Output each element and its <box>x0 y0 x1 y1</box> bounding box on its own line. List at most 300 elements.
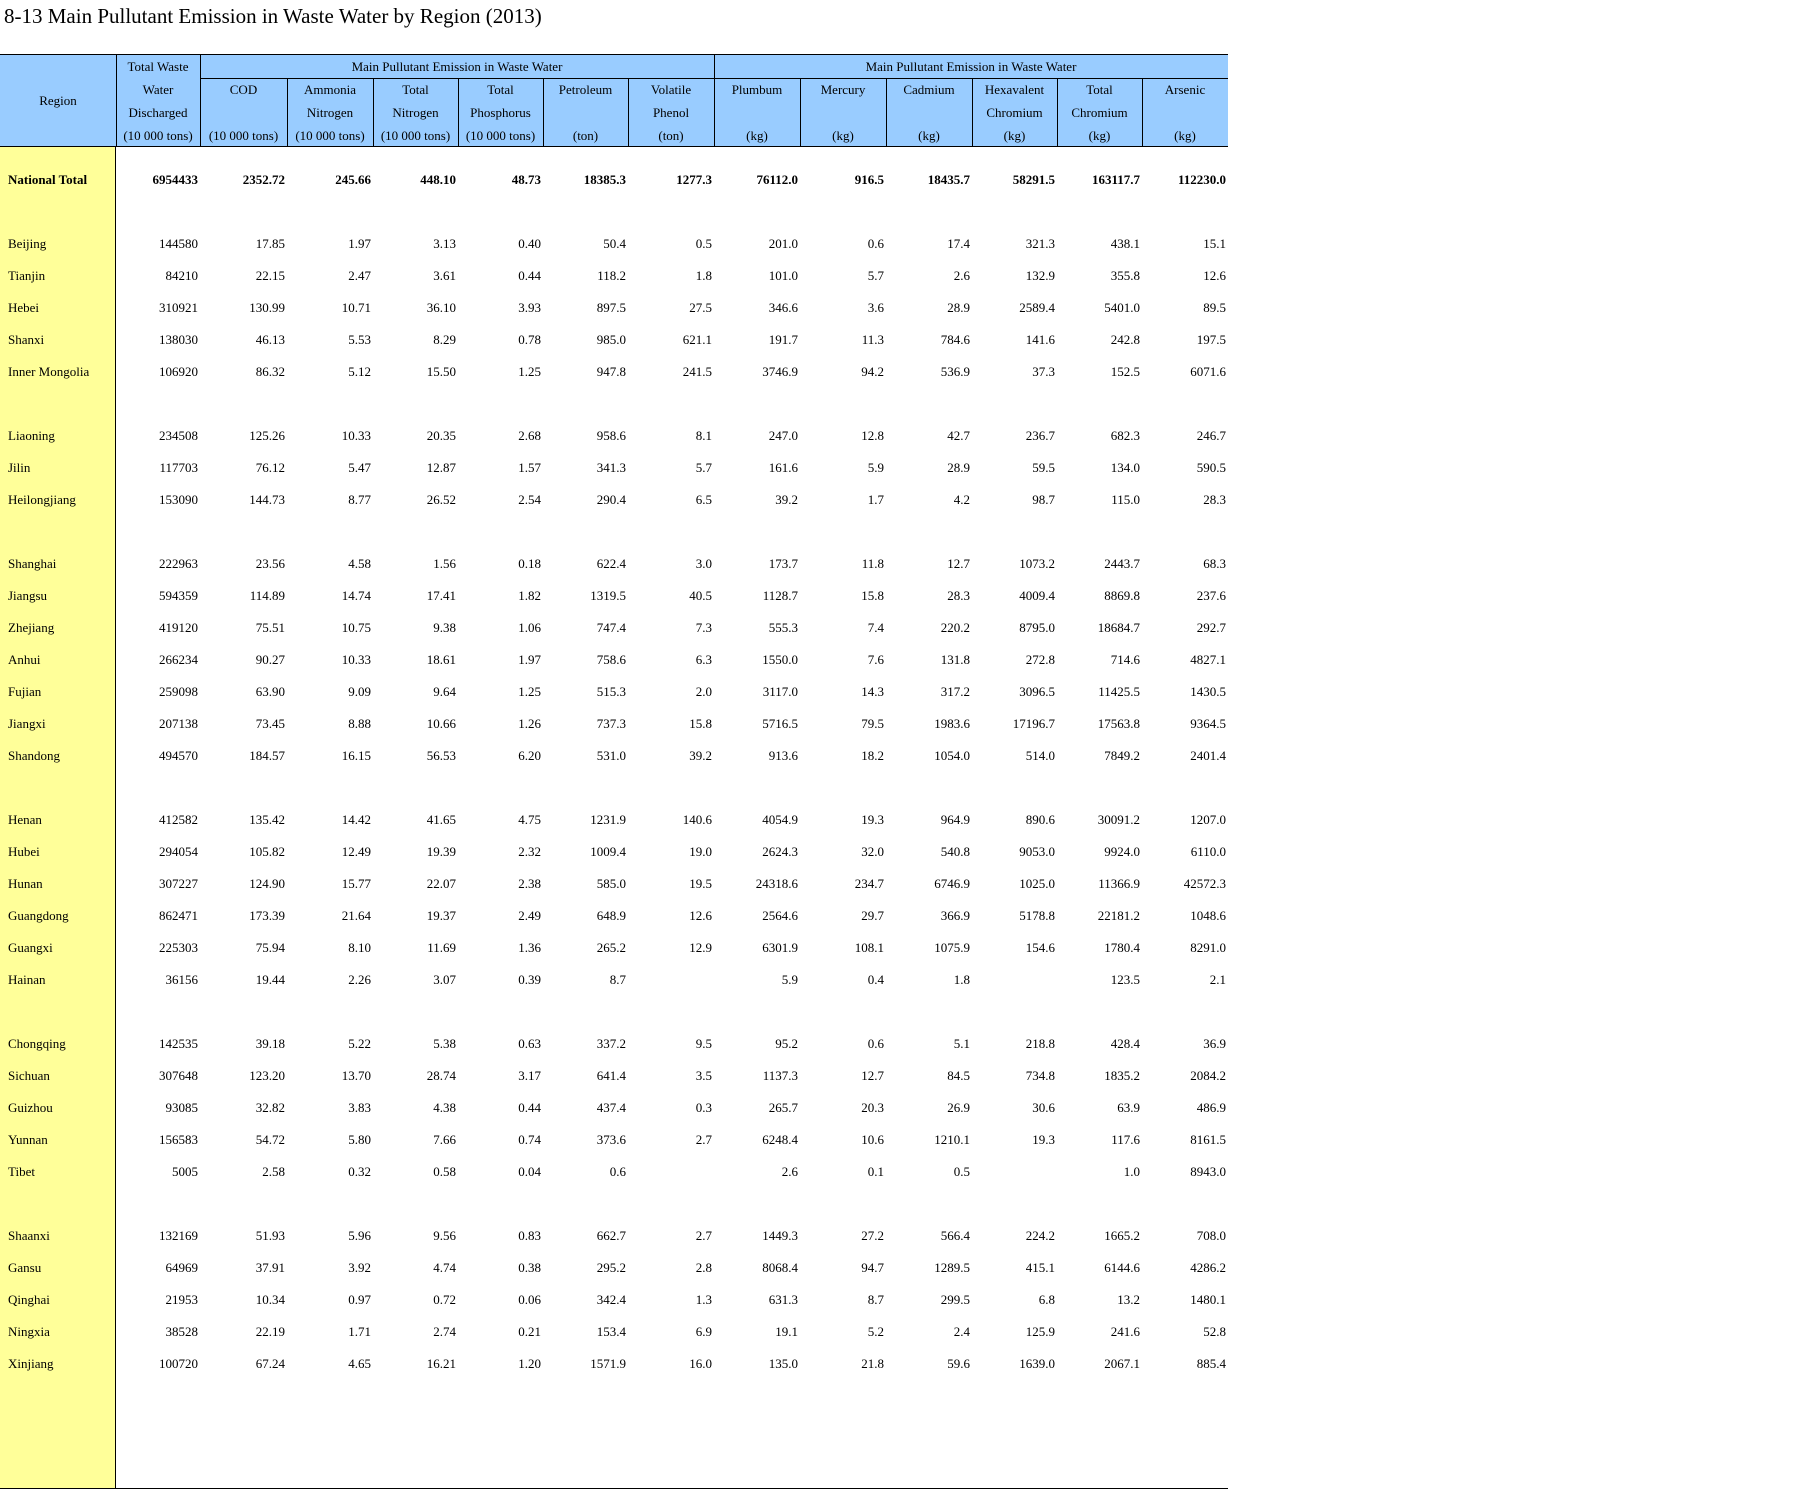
cell-value: 913.6 <box>768 748 798 763</box>
cell-value: 1009.4 <box>590 844 626 859</box>
cell-value: 8.1 <box>695 428 712 443</box>
cell-value: 101.0 <box>768 268 798 283</box>
cell-value: 36.10 <box>426 300 456 315</box>
header-divider <box>373 78 374 147</box>
cell-value: 9.09 <box>348 684 371 699</box>
cell-value: 259098 <box>159 684 198 699</box>
header-divider <box>200 78 201 147</box>
cell-value: 100720 <box>159 1356 198 1371</box>
cell-value: 3.17 <box>518 1068 541 1083</box>
cell-value: 28.74 <box>426 1068 456 1083</box>
cell-value: 6.8 <box>1038 1292 1055 1307</box>
table-row <box>0 1124 1228 1156</box>
cell-value: 125.26 <box>249 428 285 443</box>
cell-value: 59.5 <box>1032 460 1055 475</box>
cell-value: 59.6 <box>947 1356 970 1371</box>
cell-value: 0.44 <box>518 268 541 283</box>
cell-value: 1231.9 <box>590 812 626 827</box>
cell-value: 555.3 <box>768 620 798 635</box>
header-divider <box>287 78 288 147</box>
cell-value: 6.20 <box>518 748 541 763</box>
cell-value: 134.0 <box>1110 460 1140 475</box>
header-divider <box>800 78 801 147</box>
region-name: Heilongjiang <box>8 492 76 507</box>
cell-value: 0.04 <box>518 1164 541 1179</box>
column-header-line <box>800 55 886 78</box>
cell-value: 241.5 <box>682 364 712 379</box>
cell-value: 218.8 <box>1025 1036 1055 1051</box>
cell-value: 38528 <box>165 1324 198 1339</box>
column-header-line <box>714 101 800 124</box>
cell-value: 237.6 <box>1196 588 1226 603</box>
cell-value: 531.0 <box>596 748 626 763</box>
cell-value: 585.0 <box>596 876 626 891</box>
cell-value: 207138 <box>159 716 198 731</box>
cell-value: 19.5 <box>689 876 712 891</box>
cell-value: 12.9 <box>689 940 712 955</box>
cell-value: 17.4 <box>947 236 970 251</box>
cell-value: 19.3 <box>1032 1132 1055 1147</box>
cell-value: 156583 <box>159 1132 198 1147</box>
cell-value: 154.6 <box>1025 940 1055 955</box>
cell-value: 28.3 <box>947 588 970 603</box>
column-header-line: Phosphorus <box>470 105 531 120</box>
cell-value: 536.9 <box>940 364 970 379</box>
cell-value: 0.40 <box>518 236 541 251</box>
cell-value: 1277.3 <box>676 172 712 187</box>
region-name: Shandong <box>8 748 60 763</box>
cell-value: 897.5 <box>596 300 626 315</box>
region-name: Jiangsu <box>8 588 47 603</box>
column-header-line: Cadmium <box>903 82 955 97</box>
column-header-line <box>200 55 287 78</box>
table-row <box>0 548 1228 580</box>
cell-value: 7.66 <box>433 1132 456 1147</box>
cell-value: 0.6 <box>609 1164 626 1179</box>
cell-value: 1207.0 <box>1190 812 1226 827</box>
cell-value: 1.3 <box>695 1292 712 1307</box>
cell-value: 5.9 <box>867 460 884 475</box>
cell-value: 1073.2 <box>1019 556 1055 571</box>
cell-value: 76.12 <box>255 460 285 475</box>
cell-value: 307227 <box>159 876 198 891</box>
cell-value: 12.6 <box>1203 268 1226 283</box>
table-row <box>0 260 1228 292</box>
cell-value: 40.5 <box>689 588 712 603</box>
cell-value: 1639.0 <box>1019 1356 1055 1371</box>
cell-value: 132.9 <box>1025 268 1055 283</box>
cell-value: 4.58 <box>348 556 371 571</box>
cell-value: 12.7 <box>947 556 970 571</box>
cell-value: 3117.0 <box>762 684 798 699</box>
cell-value: 0.74 <box>518 1132 541 1147</box>
cell-value: 9.64 <box>433 684 456 699</box>
header-divider <box>972 78 973 147</box>
column-unit: (kg) <box>918 128 940 143</box>
cell-value: 486.9 <box>1196 1100 1226 1115</box>
cell-value: 734.8 <box>1025 1068 1055 1083</box>
cell-value: 8.77 <box>348 492 371 507</box>
cell-value: 36.9 <box>1203 1036 1226 1051</box>
cell-value: 37.91 <box>255 1260 285 1275</box>
header-divider <box>458 78 459 147</box>
cell-value: 8.7 <box>867 1292 884 1307</box>
cell-value: 236.7 <box>1025 428 1055 443</box>
cell-value: 3.61 <box>433 268 456 283</box>
cell-value: 412582 <box>159 812 198 827</box>
region-name: Inner Mongolia <box>8 364 90 379</box>
cell-value: 1.8 <box>953 972 970 987</box>
cell-value: 1.97 <box>518 652 541 667</box>
cell-value: 1210.1 <box>934 1132 970 1147</box>
cell-value: 0.72 <box>433 1292 456 1307</box>
header-divider <box>543 78 544 147</box>
cell-value: 1835.2 <box>1104 1068 1140 1083</box>
column-header-line <box>543 101 628 124</box>
cell-value: 173.39 <box>249 908 285 923</box>
cell-value: 2.26 <box>348 972 371 987</box>
column-header-line: Total Waste <box>127 59 189 74</box>
cell-value: 90.27 <box>255 652 285 667</box>
cell-value: 307648 <box>159 1068 198 1083</box>
cell-value: 1449.3 <box>762 1228 798 1243</box>
cell-value: 437.4 <box>596 1100 626 1115</box>
cell-value: 9924.0 <box>1104 844 1140 859</box>
cell-value: 1.7 <box>867 492 884 507</box>
column-header-line: COD <box>229 82 258 97</box>
cell-value: 8795.0 <box>1019 620 1055 635</box>
cell-value: 1430.5 <box>1190 684 1226 699</box>
column-header-line: Total <box>487 82 514 97</box>
cell-value: 2352.72 <box>242 172 285 187</box>
cell-value: 1.57 <box>518 460 541 475</box>
cell-value: 428.4 <box>1110 1036 1140 1051</box>
cell-value: 220.2 <box>940 620 970 635</box>
cell-value: 19.37 <box>426 908 456 923</box>
cell-value: 197.5 <box>1196 332 1226 347</box>
table-row <box>0 1252 1228 1284</box>
cell-value: 106920 <box>159 364 198 379</box>
cell-value: 2564.6 <box>762 908 798 923</box>
cell-value: 0.83 <box>518 1228 541 1243</box>
column-header-line <box>1142 55 1228 78</box>
cell-value: 1.8 <box>695 268 712 283</box>
cell-value: 84210 <box>165 268 198 283</box>
cell-value: 9053.0 <box>1019 844 1055 859</box>
column-unit: (10 000 tons) <box>208 128 279 143</box>
cell-value: 784.6 <box>940 332 970 347</box>
cell-value: 86.32 <box>255 364 285 379</box>
cell-value: 1054.0 <box>934 748 970 763</box>
cell-value: 3.0 <box>695 556 712 571</box>
cell-value: 2.49 <box>518 908 541 923</box>
table-row <box>0 964 1228 996</box>
cell-value: 76112.0 <box>756 172 798 187</box>
region-name: Hainan <box>8 972 46 987</box>
column-header-line: Ammonia <box>304 82 356 97</box>
region-name: Hubei <box>8 844 40 859</box>
cell-value: 2.74 <box>433 1324 456 1339</box>
cell-value: 737.3 <box>596 716 626 731</box>
cell-value: 15.50 <box>426 364 456 379</box>
cell-value: 0.1 <box>867 1164 884 1179</box>
cell-value: 540.8 <box>940 844 970 859</box>
cell-value: 494570 <box>159 748 198 763</box>
cell-value: 292.7 <box>1196 620 1226 635</box>
cell-value: 32.82 <box>255 1100 285 1115</box>
cell-value: 37.3 <box>1032 364 1055 379</box>
region-name: Anhui <box>8 652 41 667</box>
cell-value: 20.3 <box>861 1100 884 1115</box>
cell-value: 17.41 <box>426 588 456 603</box>
column-header-line: Petroleum <box>558 82 613 97</box>
cell-value: 142535 <box>159 1036 198 1051</box>
cell-value: 84.5 <box>947 1068 970 1083</box>
table-row <box>0 1348 1228 1380</box>
cell-value: 15.8 <box>861 588 884 603</box>
cell-value: 514.0 <box>1025 748 1055 763</box>
cell-value: 0.4 <box>867 972 884 987</box>
cell-value: 124.90 <box>249 876 285 891</box>
cell-value: 26.52 <box>426 492 456 507</box>
cell-value: 708.0 <box>1196 1228 1226 1243</box>
cell-value: 16.15 <box>341 748 371 763</box>
cell-value: 153090 <box>159 492 198 507</box>
cell-value: 42.7 <box>947 428 970 443</box>
cell-value: 6.9 <box>695 1324 712 1339</box>
cell-value: 27.5 <box>689 300 712 315</box>
cell-value: 1.25 <box>518 364 541 379</box>
header-divider <box>1142 78 1143 147</box>
cell-value: 682.3 <box>1110 428 1140 443</box>
column-header-line <box>972 55 1057 78</box>
cell-value: 7.3 <box>695 620 712 635</box>
group-header-2: Main Pullutant Emission in Waste Water <box>865 59 1077 74</box>
cell-value: 16.0 <box>689 1356 712 1371</box>
cell-value: 63.9 <box>1117 1100 1140 1115</box>
cell-value: 621.1 <box>682 332 712 347</box>
cell-value: 1780.4 <box>1104 940 1140 955</box>
cell-value: 46.13 <box>255 332 285 347</box>
cell-value: 1025.0 <box>1019 876 1055 891</box>
cell-value: 11.3 <box>861 332 884 347</box>
cell-value: 22.15 <box>255 268 285 283</box>
table-row <box>0 932 1228 964</box>
table-row <box>0 1220 1228 1252</box>
cell-value: 2.6 <box>953 268 970 283</box>
region-name: Jilin <box>8 460 31 475</box>
table-row <box>0 612 1228 644</box>
cell-value: 63.90 <box>255 684 285 699</box>
cell-value: 13.70 <box>341 1068 371 1083</box>
cell-value: 1983.6 <box>934 716 970 731</box>
cell-value: 12.7 <box>861 1068 884 1083</box>
cell-value: 14.3 <box>861 684 884 699</box>
cell-value: 41.65 <box>426 812 456 827</box>
table-row <box>0 644 1228 676</box>
column-unit: (kg) <box>1088 128 1111 143</box>
cell-value: 415.1 <box>1025 1260 1055 1275</box>
cell-value: 0.6 <box>867 1036 884 1051</box>
cell-value: 161.6 <box>768 460 798 475</box>
cell-value: 6.5 <box>695 492 712 507</box>
cell-value: 4054.9 <box>762 812 798 827</box>
cell-value: 10.33 <box>341 428 371 443</box>
cell-value: 964.9 <box>940 812 970 827</box>
column-header-line: Volatile <box>650 82 692 97</box>
cell-value: 8943.0 <box>1190 1164 1226 1179</box>
table-row <box>0 1028 1228 1060</box>
cell-value: 23.56 <box>255 556 285 571</box>
cell-value: 98.7 <box>1032 492 1055 507</box>
cell-value: 6746.9 <box>934 876 970 891</box>
cell-value: 3.13 <box>433 236 456 251</box>
cell-value: 39.2 <box>689 748 712 763</box>
cell-value: 448.10 <box>420 172 456 187</box>
cell-value: 0.32 <box>348 1164 371 1179</box>
cell-value: 1550.0 <box>762 652 798 667</box>
column-header-line <box>886 101 972 124</box>
cell-value: 5.2 <box>867 1324 884 1339</box>
cell-value: 112230.0 <box>1177 172 1226 187</box>
cell-value: 3.5 <box>695 1068 712 1083</box>
cell-value: 28.3 <box>1203 492 1226 507</box>
cell-value: 52.8 <box>1203 1324 1226 1339</box>
cell-value: 0.97 <box>348 1292 371 1307</box>
column-header-line: Total <box>1086 82 1113 97</box>
cell-value: 916.5 <box>854 172 884 187</box>
table-row <box>0 1316 1228 1348</box>
cell-value: 295.2 <box>596 1260 626 1275</box>
cell-value: 885.4 <box>1196 1356 1226 1371</box>
cell-value: 265.2 <box>596 940 626 955</box>
table-row <box>0 836 1228 868</box>
column-header-line <box>714 55 800 78</box>
cell-value: 0.38 <box>518 1260 541 1275</box>
cell-value: 184.57 <box>249 748 285 763</box>
cell-value: 191.7 <box>768 332 798 347</box>
table-header <box>0 54 1228 147</box>
table-row <box>0 1156 1228 1188</box>
cell-value: 19.0 <box>689 844 712 859</box>
cell-value: 2.6 <box>781 1164 798 1179</box>
cell-value: 163117.7 <box>1091 172 1140 187</box>
cell-value: 1137.3 <box>762 1068 798 1083</box>
cell-value: 3.83 <box>348 1100 371 1115</box>
region-name: Gansu <box>8 1260 42 1275</box>
cell-value: 11425.5 <box>1098 684 1140 699</box>
cell-value: 140.6 <box>682 812 712 827</box>
cell-value: 21.64 <box>341 908 371 923</box>
region-name: Tianjin <box>8 268 46 283</box>
cell-value: 2.58 <box>262 1164 285 1179</box>
cell-value: 1128.7 <box>762 588 798 603</box>
column-header-line: Nitrogen <box>306 105 354 120</box>
cell-value: 622.4 <box>596 556 626 571</box>
cell-value: 3746.9 <box>762 364 798 379</box>
column-unit: (10 000 tons) <box>465 128 536 143</box>
cell-value: 294054 <box>159 844 198 859</box>
cell-value: 2.7 <box>695 1228 712 1243</box>
cell-value: 10.33 <box>341 652 371 667</box>
cell-value: 153.4 <box>596 1324 626 1339</box>
cell-value: 10.34 <box>255 1292 285 1307</box>
cell-value: 947.8 <box>596 364 626 379</box>
cell-value: 42572.3 <box>1183 876 1226 891</box>
region-name: Tibet <box>8 1164 35 1179</box>
column-header-line <box>1057 55 1142 78</box>
cell-value: 15.1 <box>1203 236 1226 251</box>
cell-value: 11.8 <box>861 556 884 571</box>
cell-value: 1319.5 <box>590 588 626 603</box>
region-name: Fujian <box>8 684 42 699</box>
cell-value: 4.65 <box>348 1356 371 1371</box>
cell-value: 224.2 <box>1025 1228 1055 1243</box>
cell-value: 12.87 <box>426 460 456 475</box>
cell-value: 39.2 <box>775 492 798 507</box>
table-row <box>0 740 1228 772</box>
cell-value: 8.88 <box>348 716 371 731</box>
cell-value: 0.3 <box>695 1100 712 1115</box>
cell-value: 5.7 <box>867 268 884 283</box>
cell-value: 341.3 <box>596 460 626 475</box>
region-name: Chongqing <box>8 1036 66 1051</box>
cell-value: 310921 <box>159 300 198 315</box>
cell-value: 290.4 <box>596 492 626 507</box>
cell-value: 17563.8 <box>1097 716 1140 731</box>
cell-value: 8161.5 <box>1190 1132 1226 1147</box>
column-header-line: Hexavalent <box>984 82 1045 97</box>
cell-value: 342.4 <box>596 1292 626 1307</box>
cell-value: 6110.0 <box>1190 844 1226 859</box>
cell-value: 115.0 <box>1111 492 1140 507</box>
table-row <box>0 580 1228 612</box>
cell-value: 18385.3 <box>583 172 626 187</box>
table-row <box>0 868 1228 900</box>
cell-value: 566.4 <box>940 1228 970 1243</box>
cell-value: 714.6 <box>1110 652 1140 667</box>
cell-value: 19.3 <box>861 812 884 827</box>
cell-value: 662.7 <box>596 1228 626 1243</box>
column-header-line <box>287 55 373 78</box>
cell-value: 2.32 <box>518 844 541 859</box>
cell-value: 54.72 <box>255 1132 285 1147</box>
cell-value: 5.1 <box>953 1036 970 1051</box>
region-name: Yunnan <box>8 1132 48 1147</box>
cell-value: 4.75 <box>518 812 541 827</box>
cell-value: 89.5 <box>1203 300 1226 315</box>
cell-value: 56.53 <box>426 748 456 763</box>
column-header-line: Discharged <box>128 105 188 120</box>
header-divider <box>714 55 715 147</box>
cell-value: 12.6 <box>689 908 712 923</box>
cell-value: 152.5 <box>1110 364 1140 379</box>
cell-value: 125.9 <box>1025 1324 1055 1339</box>
cell-value: 18.61 <box>426 652 456 667</box>
cell-value: 118.2 <box>597 268 626 283</box>
header-divider <box>116 55 117 147</box>
region-name: Beijing <box>8 236 47 251</box>
cell-value: 10.66 <box>426 716 456 731</box>
cell-value: 5.53 <box>348 332 371 347</box>
cell-value: 11366.9 <box>1098 876 1140 891</box>
cell-value: 1571.9 <box>590 1356 626 1371</box>
cell-value: 9.5 <box>695 1036 712 1051</box>
cell-value: 2589.4 <box>1019 300 1055 315</box>
cell-value: 9364.5 <box>1190 716 1226 731</box>
column-header-line <box>628 55 714 78</box>
region-name: Shanxi <box>8 332 45 347</box>
